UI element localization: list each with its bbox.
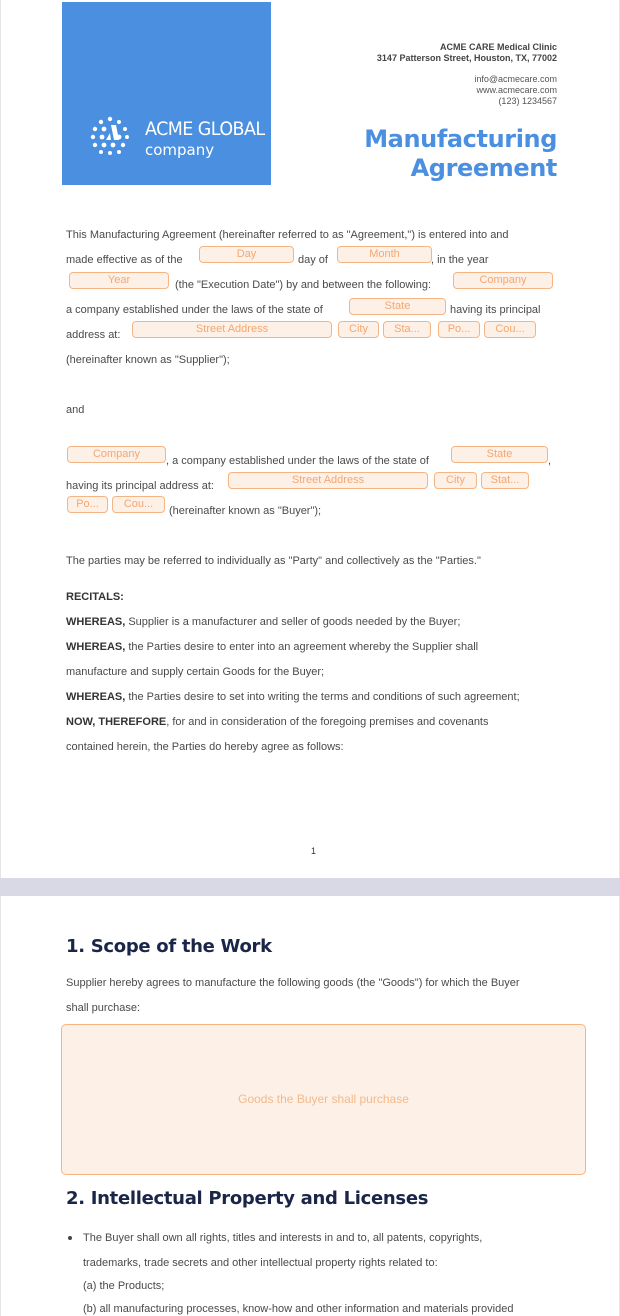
intro-line-1: This Manufacturing Agreement (hereinafter referred to as "Agreement,") is entered into and [66,229,509,241]
supplier-street-field[interactable]: Street Address [132,321,332,338]
bullet-dot [68,1236,72,1240]
company-logo [62,2,271,185]
clinic-phone: (123) 1234567 [498,96,557,106]
buyer-address-text: having its principal address at: [66,480,214,492]
document-page-2 [0,896,620,1316]
title-line-1: Manufacturing [364,125,557,153]
clinic-name: ACME CARE Medical Clinic [439,42,557,52]
page-separator [0,878,620,896]
clinic-address: 3147 Patterson Street, Houston, TX, 77002 [376,53,557,63]
recital-2-cont: manufacture and supply certain Goods for the Buyer; [66,666,325,678]
and-text: and [66,404,85,416]
document-title [364,125,557,183]
section-2-bullet-1-line-1: The Buyer shall own all rights, titles and interests in and to, all patents, copyrights, [83,1232,483,1244]
clinic-website: www.acmecare.com [476,85,557,95]
supplier-country-field[interactable]: Cou... [484,321,536,338]
logo-name: ACME GLOBAL [145,118,265,140]
buyer-country-field[interactable]: Cou... [112,496,165,513]
section-1-line-1: Supplier hereby agrees to manufacture the following goods (the "Goods") for which the Buyer [66,977,520,989]
buyer-company-field[interactable]: Company [67,446,166,463]
parties-text: The parties may be referred to individually as "Party" and collectively as the "Parties." [66,555,481,567]
day-field[interactable]: Day [199,246,294,263]
company-info [377,42,557,107]
established-text: a company established under the laws of the state of [66,304,323,316]
supplier-known-text: (hereinafter known as "Supplier"); [66,354,230,366]
recitals-heading: RECITALS: [66,591,124,603]
logo-subtitle: company [145,141,215,159]
globe-icon [89,115,131,157]
supplier-company-field[interactable]: Company [453,272,553,289]
buyer-city-field[interactable]: City [434,472,477,489]
year-field[interactable]: Year [69,272,169,289]
made-effective-text: made effective as of the [66,254,183,266]
month-field[interactable]: Month [337,246,432,263]
recital-4: NOW, THEREFORE, for and in consideration of the foregoing premises and covenants [66,716,489,728]
supplier-state-short-field[interactable]: Sta... [383,321,431,338]
section-1-line-2: shall purchase: [66,1002,140,1014]
having-principal-text: having its principal [450,304,541,316]
recital-2: WHEREAS, the Parties desire to enter into an agreement whereby the Supplier shall [66,641,479,653]
buyer-comma: , [548,455,552,467]
buyer-established-text: , a company established under the laws of the state of [166,455,429,467]
address-at-text: address at: [66,329,121,341]
supplier-state-field[interactable]: State [349,298,446,315]
title-line-2: Agreement [410,154,557,182]
in-the-year-text: , in the year [431,254,489,266]
buyer-street-field[interactable]: Street Address [228,472,428,489]
page-number: 1 [311,846,317,856]
section-2-heading: 2. Intellectual Property and Licenses [66,1188,429,1209]
supplier-postal-field[interactable]: Po... [438,321,480,338]
recital-1: WHEREAS, Supplier is a manufacturer and seller of goods needed by the Buyer; [66,616,461,628]
section-2-item-a: (a) the Products; [83,1280,165,1292]
section-2-item-b: (b) all manufacturing processes, know-how and other information and materials provided [83,1303,514,1315]
buyer-postal-field[interactable]: Po... [67,496,108,513]
buyer-known-text: (hereinafter known as "Buyer"); [169,505,322,517]
buyer-state-short-field[interactable]: Stat... [481,472,529,489]
day-of-text: day of [298,254,328,266]
recital-3: WHEREAS, the Parties desire to set into writing the terms and conditions of such agreement; [66,691,520,703]
recital-4-cont: contained herein, the Parties do hereby agree as follows: [66,741,344,753]
section-1-heading: 1. Scope of the Work [66,936,272,957]
clinic-email: info@acmecare.com [474,74,557,84]
execution-date-text: (the "Execution Date") by and between the following: [175,279,432,291]
supplier-city-field[interactable]: City [338,321,379,338]
goods-field[interactable]: Goods the Buyer shall purchase [61,1024,586,1175]
section-2-bullet-1-line-2: trademarks, trade secrets and other intellectual property rights related to: [83,1257,438,1269]
buyer-state-field[interactable]: State [451,446,548,463]
